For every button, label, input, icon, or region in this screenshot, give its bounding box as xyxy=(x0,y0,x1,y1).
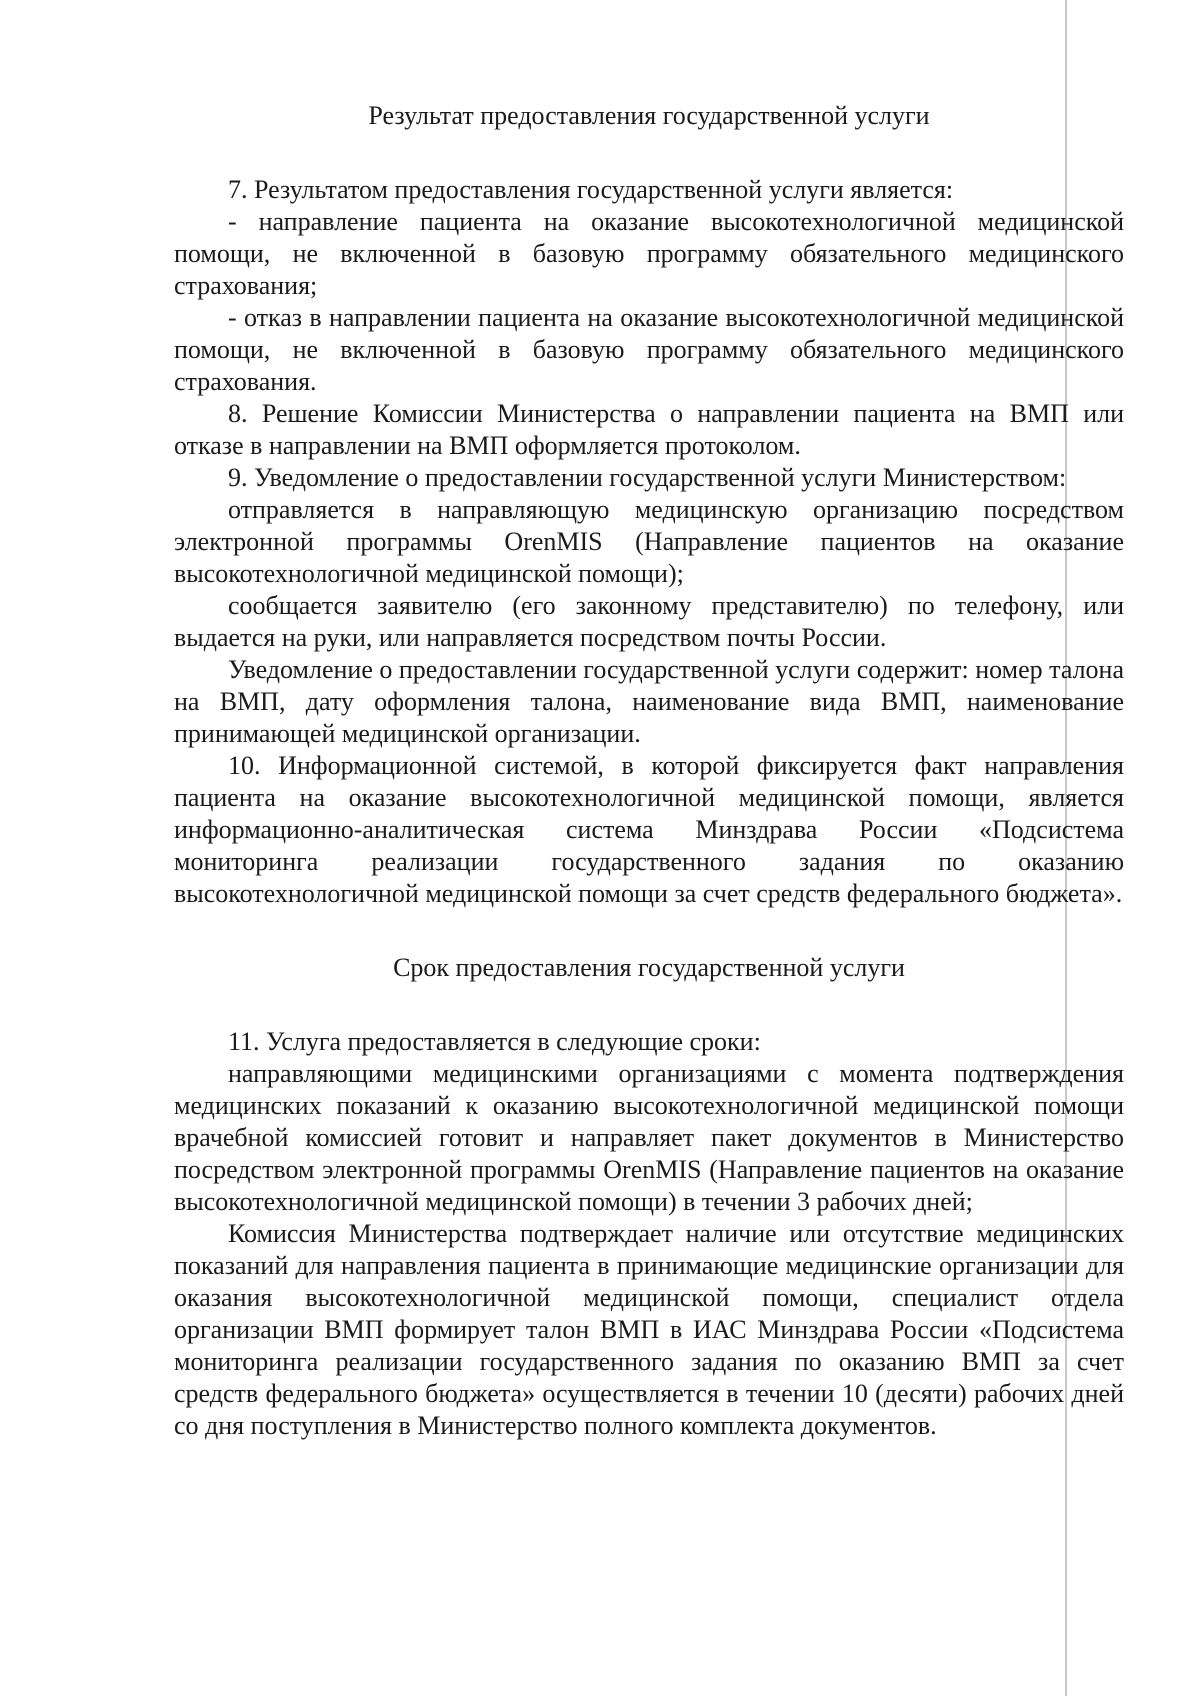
paragraph-9: 9. Уведомление о предоставлении государственной услуги Министерством: xyxy=(228,463,1067,492)
paragraph-9-item-phone: сообщается заявителю (его законному представителю) по телефону, или выдается на руки, или направляется посредством почты России. xyxy=(174,591,1124,652)
section-title-result: Результат предоставления государственной услуги xyxy=(368,101,930,130)
paragraph-11-item-commission: Комиссия Министерства подтверждает наличие или отсутствие медицинских показаний для направления пациента в принимающие медицинские организации для оказания высокотехнологичной медицинской помощи, специалист отдела организации ВМП формирует талон ВМП в ИАС Минздрава России «Подсистема мониторинга реализации государственного задания по оказанию ВМП за счет средств федерального бюджета» осуществляется в течении 10 (десяти) рабочих дней со дня поступления в Министерство полного комплекта документов. xyxy=(174,1219,1124,1440)
section-title-term: Срок предоставления государственной услуги xyxy=(393,953,905,982)
paragraph-7-item-refusal: - отказ в направлении пациента на оказание высокотехнологичной медицинской помощи, не включенной в базовую программу обязательного медицинского страхования. xyxy=(174,303,1124,396)
paragraph-11-item-referring-orgs: направляющими медицинскими организациями с момента подтверждения медицинских показаний к оказанию высокотехнологичной медицинской помощи врачебной комиссией готовит и направляет пакет документов в Министерство посредством электронной программы OrenMIS (Направление пациентов на оказание высокотехнологичной медицинской помощи) в течении 3 рабочих дней; xyxy=(174,1059,1124,1216)
paragraph-8: 8. Решение Комиссии Министерства о направлении пациента на ВМП или отказе в направлении на ВМП оформляется протоколом. xyxy=(174,399,1124,460)
paragraph-7-item-referral: - направление пациента на оказание высокотехнологичной медицинской помощи, не включенной в базовую программу обязательного медицинского страхования; xyxy=(174,207,1124,300)
paragraph-7: 7. Результатом предоставления государственной услуги является: xyxy=(228,175,954,204)
paragraph-9-notice-contents: Уведомление о предоставлении государственной услуги содержит: номер талона на ВМП, дату оформления талона, наименование вида ВМП, наименование принимающей медицинской организации. xyxy=(174,655,1125,748)
paragraph-11: 11. Услуга предоставляется в следующие сроки: xyxy=(228,1027,761,1056)
paragraph-9-item-orenmis: отправляется в направляющую медицинскую организацию посредством электронной программы OrenMIS (Направление пациентов на оказание высокотехнологичной медицинской помощи); xyxy=(174,495,1124,588)
document-body xyxy=(174,100,1124,1442)
paragraph-10: 10. Информационной системой, в которой фиксируется факт направления пациента на оказание высокотехнологичной медицинской помощи, является информационно-аналитическая система Минздрава России «Подсистема мониторинга реализации государственного задания по оказанию высокотехнологичной медицинской помощи за счет средств федерального бюджета». xyxy=(174,751,1124,908)
